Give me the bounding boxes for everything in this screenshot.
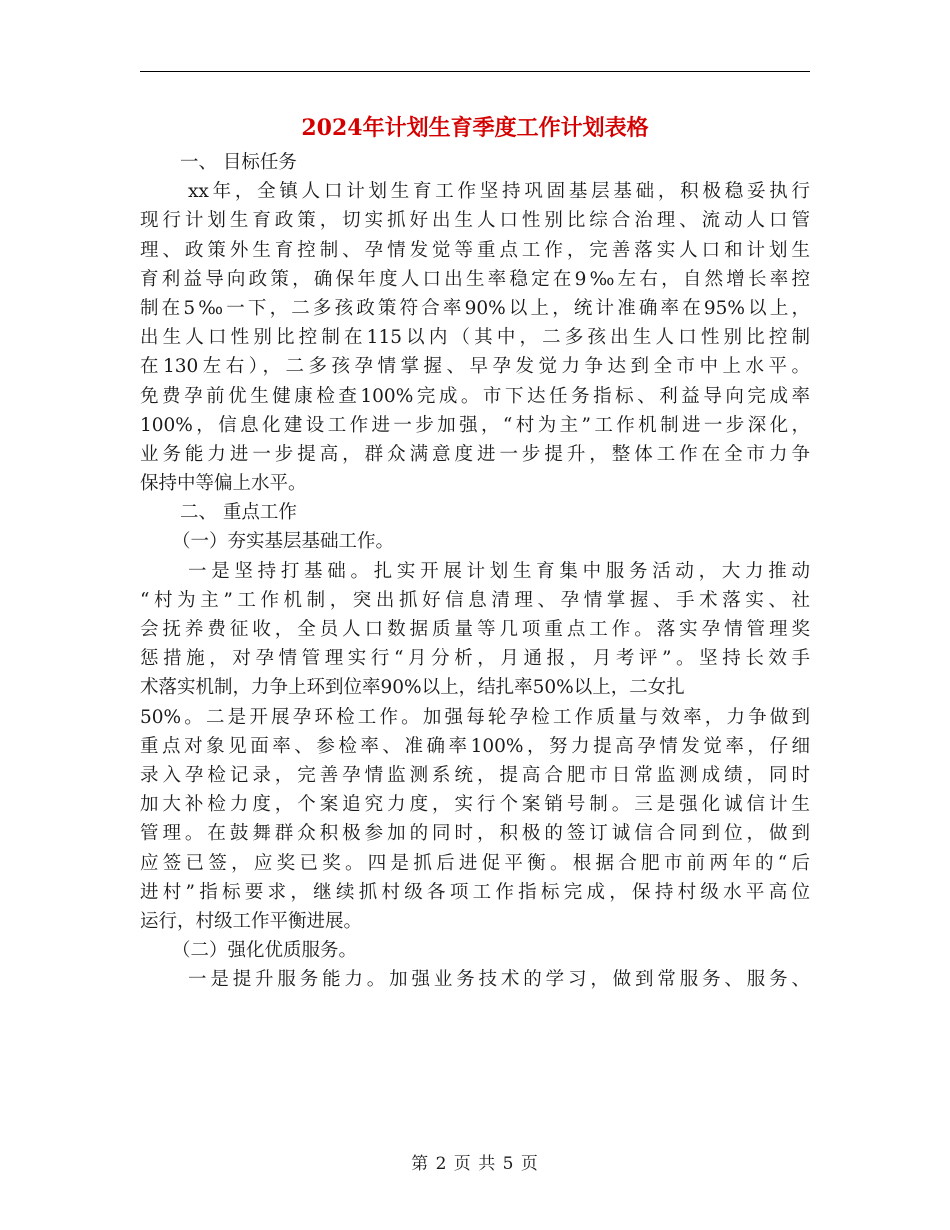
paragraph-line: 现行计划生育政策，切实抓好出生人口性别比综合治理、流动人口管 xyxy=(140,210,810,232)
paragraph-line: 业务能力进一步提高，群众满意度进一步提升，整体工作在全市力争 xyxy=(140,443,810,465)
page-number-footer: 第 2 页 共 5 页 xyxy=(411,1154,539,1174)
paragraph-line: 保持中等偏上水平。 xyxy=(140,473,307,495)
paragraph-line: 一是坚持打基础。扎实开展计划生育集中服务活动，大力推动 xyxy=(188,560,810,582)
paragraph-line: 制在5‰一下，二多孩政策符合率90%以上，统计准确率在95%以上， xyxy=(140,297,810,319)
paragraph-line: 惩措施，对孕情管理实行“月分析，月通报，月考评”。坚持长效手 xyxy=(140,648,810,670)
paragraph-line: 应签已签，应奖已奖。四是抓后进促平衡。根据合肥市前两年的“后 xyxy=(140,852,810,874)
paragraph-line: 加大补检力度，个案追究力度，实行个案销号制。三是强化诚信计生 xyxy=(140,794,810,816)
paragraph-line: 运行，村级工作平衡进展。 xyxy=(140,910,363,932)
document-body xyxy=(140,108,810,994)
section-heading-goals: 一、 目标任务 xyxy=(180,152,297,173)
paragraph-line: 重点对象见面率、参检率、准确率100%，努力提高孕情发觉率，仔细 xyxy=(140,735,810,757)
subsection-heading: （二）强化优质服务。 xyxy=(172,940,358,962)
paragraph-line: 育利益导向政策，确保年度人口出生率稳定在9‰左右，自然增长率控 xyxy=(140,268,810,290)
paragraph-line: 管理。在鼓舞群众积极参加的同时，积极的签订诚信合同到位，做到 xyxy=(140,823,810,845)
paragraph-line: 出生人口性别比控制在115以内（其中，二多孩出生人口性别比控制 xyxy=(140,327,810,349)
paragraph-line: 免费孕前优生健康检查100%完成。市下达任务指标、利益导向完成率 xyxy=(140,385,810,407)
paragraph-line: 50%。二是开展孕环检工作。加强每轮孕检工作质量与效率，力争做到 xyxy=(140,706,810,728)
paragraph-line: 在130左右），二多孩孕情掌握、早孕发觉力争达到全市中上水平。 xyxy=(140,356,810,378)
paragraph-line: 进村”指标要求，继续抓村级各项工作指标完成，保持村级水平高位 xyxy=(140,881,810,903)
paragraph-line: 一是提升服务能力。加强业务技术的学习，做到常服务、服务、 xyxy=(188,969,810,991)
paragraph-line: 会抚养费征收，全员人口数据质量等几项重点工作。落实孕情管理奖 xyxy=(140,619,810,640)
subsection-heading: （一）夯实基层基础工作。 xyxy=(172,531,395,553)
paragraph-line: 理、政策外生育控制、孕情发觉等重点工作，完善落实人口和计划生 xyxy=(140,239,810,261)
header-rule xyxy=(140,71,810,72)
paragraph-line: 术落实机制，力争上环到位率90%以上，结扎率50%以上，二女扎 xyxy=(140,677,685,699)
section-heading-key-work: 二、 重点工作 xyxy=(180,502,297,524)
document-title: 2024年计划生育季度工作计划表格 xyxy=(301,115,649,141)
paragraph-line: 录入孕检记录，完善孕情监测系统，提高合肥市日常监测成绩，同时 xyxy=(140,764,810,786)
paragraph-line: 100%，信息化建设工作进一步加强，“村为主”工作机制进一步深化， xyxy=(140,414,810,436)
paragraph-line: xx年，全镇人口计划生育工作坚持巩固基层基础，积极稳妥执行 xyxy=(188,181,810,203)
paragraph-line: “村为主”工作机制，突出抓好信息清理、孕情掌握、手术落实、社 xyxy=(140,589,810,611)
